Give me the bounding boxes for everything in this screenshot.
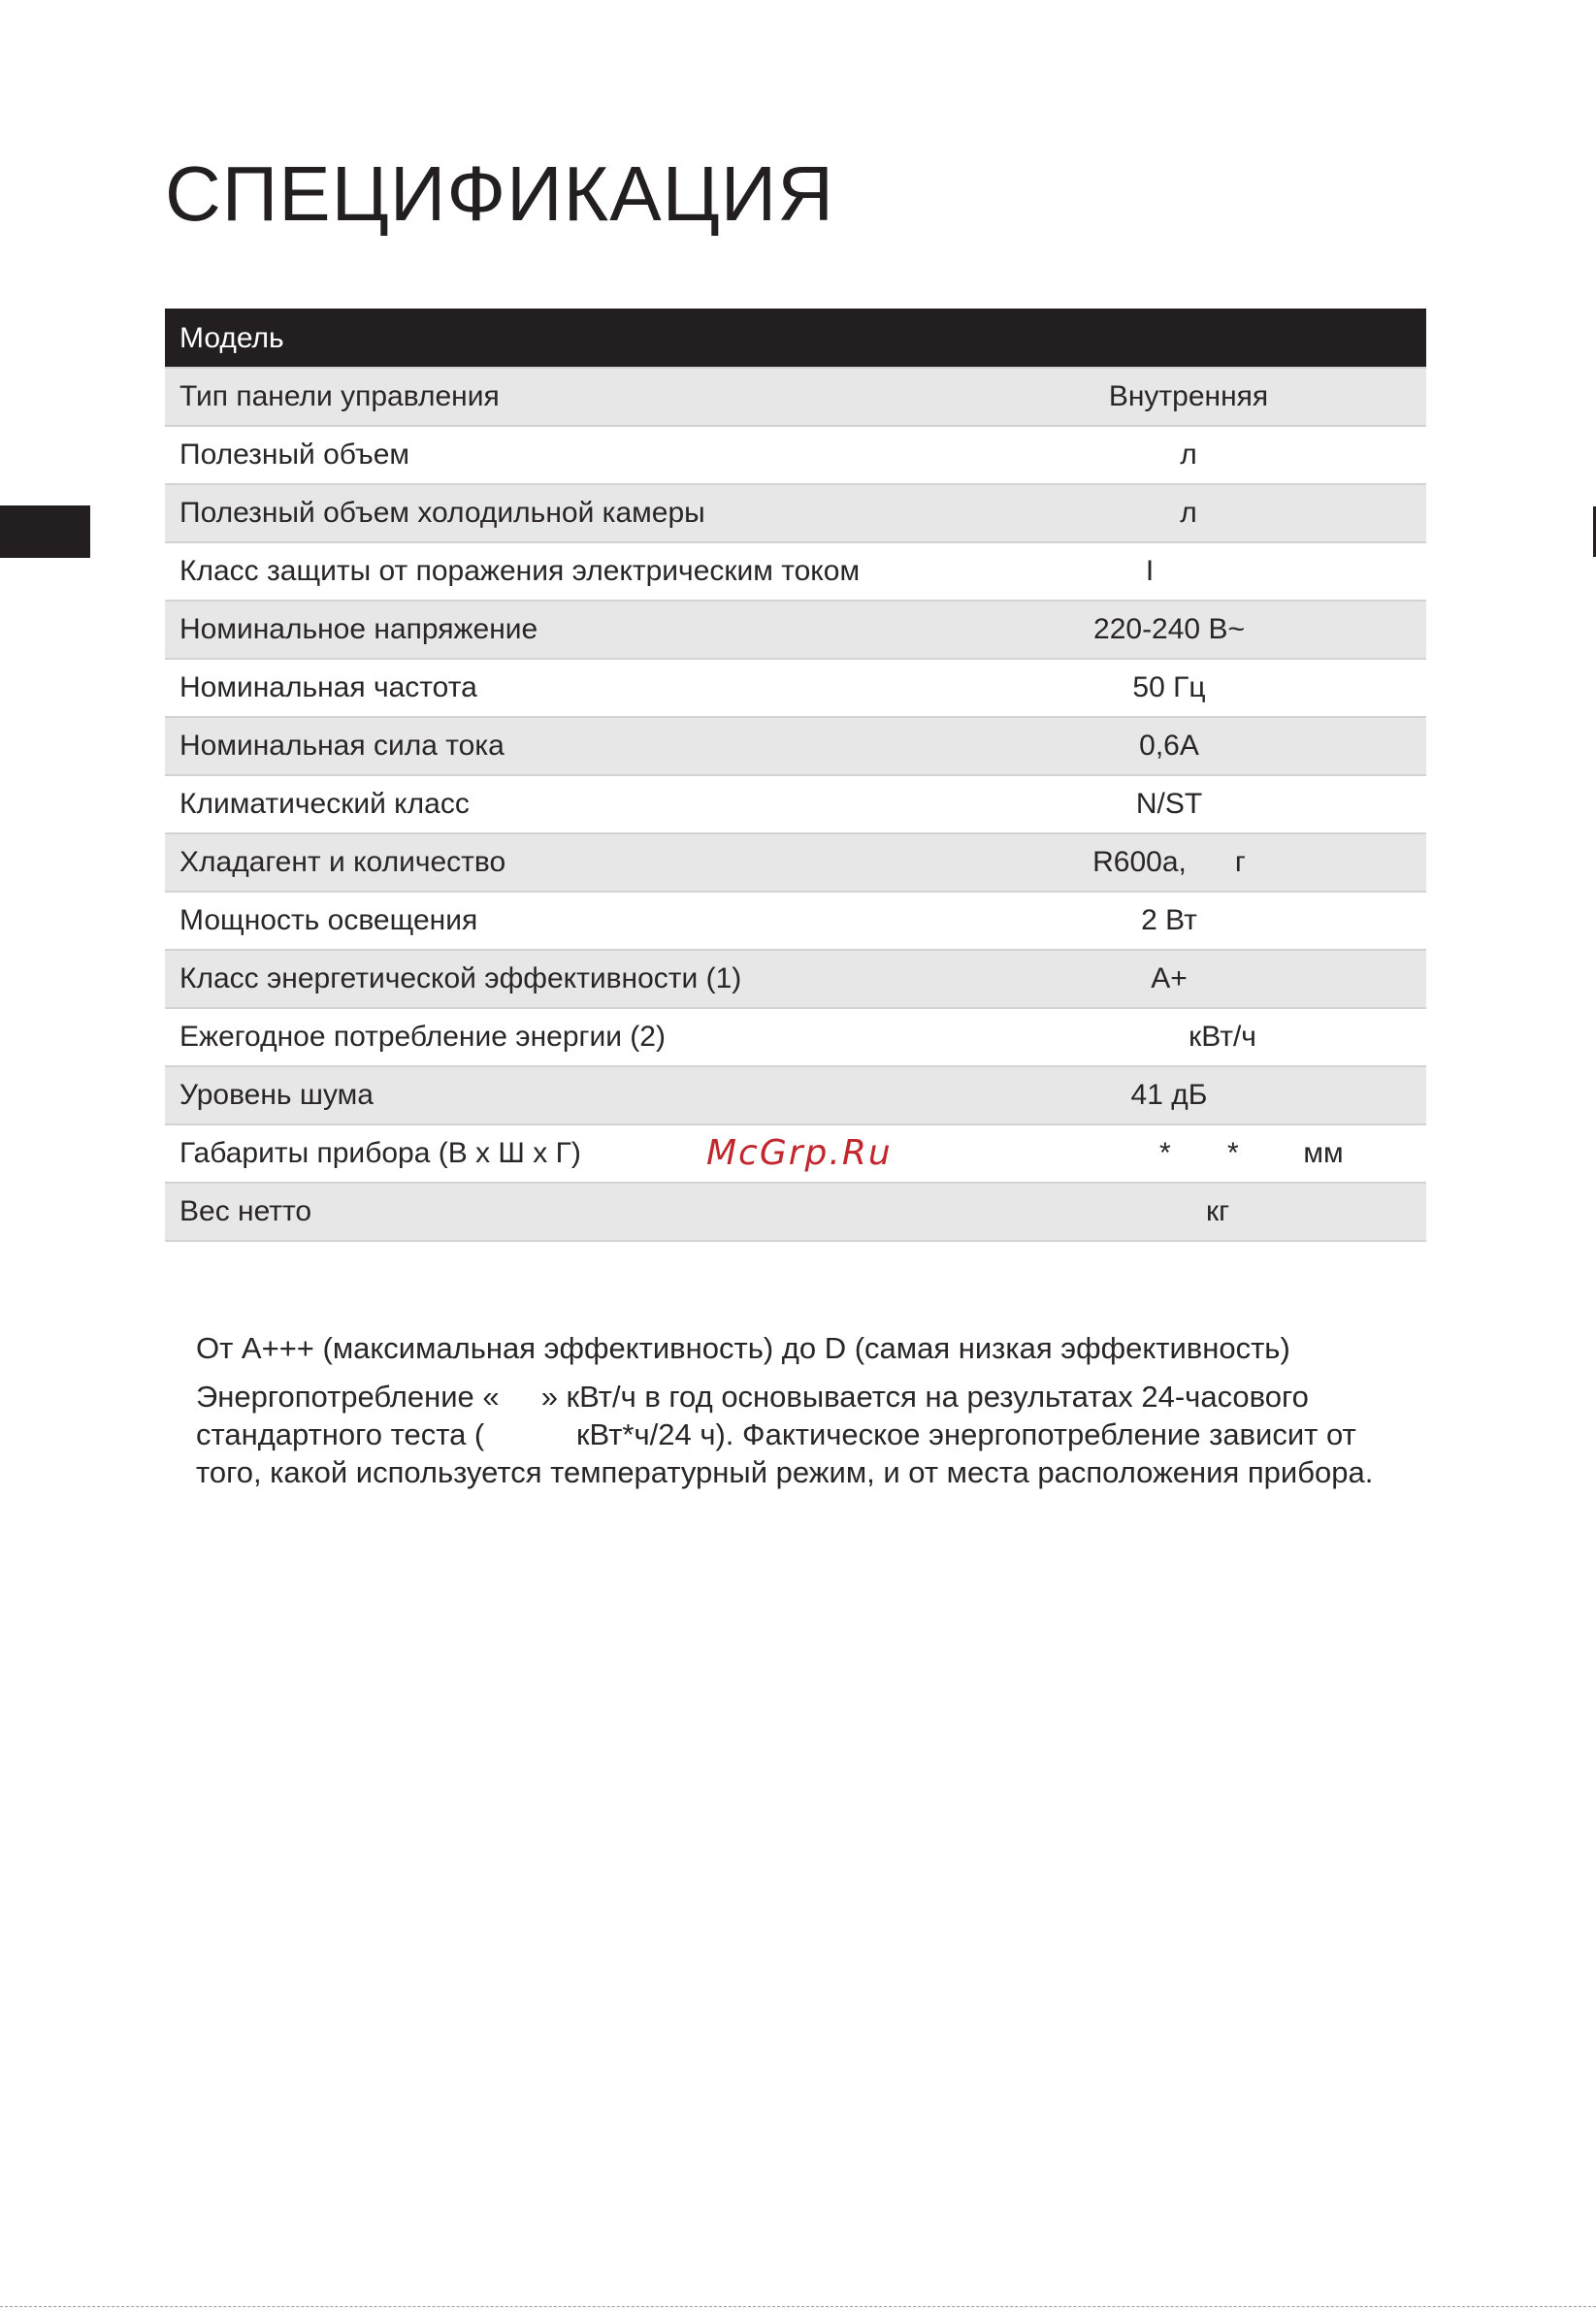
table-row: [165, 716, 1426, 774]
table-header-model: Модель: [179, 322, 284, 354]
table-row: [165, 541, 1426, 600]
row-label: Ежегодное потребление энергии (2): [179, 1021, 666, 1053]
row-label: Класс энергетической эффективности (1): [179, 962, 742, 994]
footnote-2: Энергопотребление « » кВт/ч в год основывается на результатах 24-часового стандартного теста ( кВт*ч/24 ч). Фактическое энергопотребление зависит от того, какой используется температурный режим, и от места расположения прибора.: [196, 1380, 1374, 1489]
footnote-1: От А+++ (максимальная эффективность) до D (самая низкая эффективность): [196, 1331, 1290, 1365]
row-label: Хладагент и количество: [179, 846, 506, 878]
table-row: [165, 658, 1426, 716]
page-bottom-border: [0, 2306, 1596, 2307]
row-value: Внутренняя: [1108, 380, 1269, 412]
table-row: [165, 774, 1426, 832]
row-value: А+: [1151, 962, 1188, 994]
row-label: Полезный объем: [179, 439, 410, 471]
table-row: [165, 949, 1426, 1007]
row-label: Мощность освещения: [179, 904, 478, 936]
specification-table: [165, 309, 1426, 1242]
row-label: Номинальная частота: [179, 671, 477, 703]
row-label: Полезный объем холодильной камеры: [179, 497, 705, 529]
row-value: 41 дБ: [1130, 1079, 1208, 1111]
table-header-row: [165, 309, 1426, 367]
footnotes: [196, 1329, 1428, 1502]
row-value: л: [1180, 497, 1197, 529]
table-row: [165, 483, 1426, 541]
row-label: Вес нетто: [179, 1195, 312, 1227]
row-label: Номинальное напряжение: [179, 613, 538, 645]
chapter-tab-left: [0, 505, 90, 558]
row-value: 0,6А: [1139, 730, 1199, 762]
row-value: R600a, г: [1092, 846, 1246, 878]
row-value: * * мм: [1135, 1137, 1344, 1169]
row-value: N/ST: [1135, 788, 1203, 820]
row-label: Номинальная сила тока: [179, 730, 505, 762]
row-value: л: [1180, 439, 1197, 471]
row-label: Уровень шума: [179, 1079, 374, 1111]
row-value: кг: [1205, 1195, 1230, 1227]
row-value: 50 Гц: [1132, 671, 1206, 703]
row-label: Класс защиты от поражения электрическим током: [179, 555, 861, 587]
table-row: [165, 1007, 1426, 1065]
table-row: [165, 891, 1426, 949]
row-label: Габариты прибора (В х Ш х Г): [179, 1137, 581, 1169]
row-value: кВт/ч: [1189, 1021, 1256, 1053]
table-row: [165, 832, 1426, 891]
row-label: Климатический класс: [179, 788, 470, 820]
table-row: [165, 1182, 1426, 1242]
row-value: 220-240 В~: [1093, 613, 1245, 645]
row-label: Тип панели управления: [179, 380, 500, 412]
table-row: [165, 425, 1426, 483]
table-row: [165, 367, 1426, 425]
table-row: [165, 1065, 1426, 1123]
page-title: СПЕЦИФИКАЦИЯ: [165, 150, 835, 237]
watermark: McGrp.Ru: [706, 1133, 893, 1173]
table-row: [165, 600, 1426, 658]
row-value: 2 Вт: [1141, 904, 1197, 936]
row-value: I: [1145, 555, 1155, 587]
